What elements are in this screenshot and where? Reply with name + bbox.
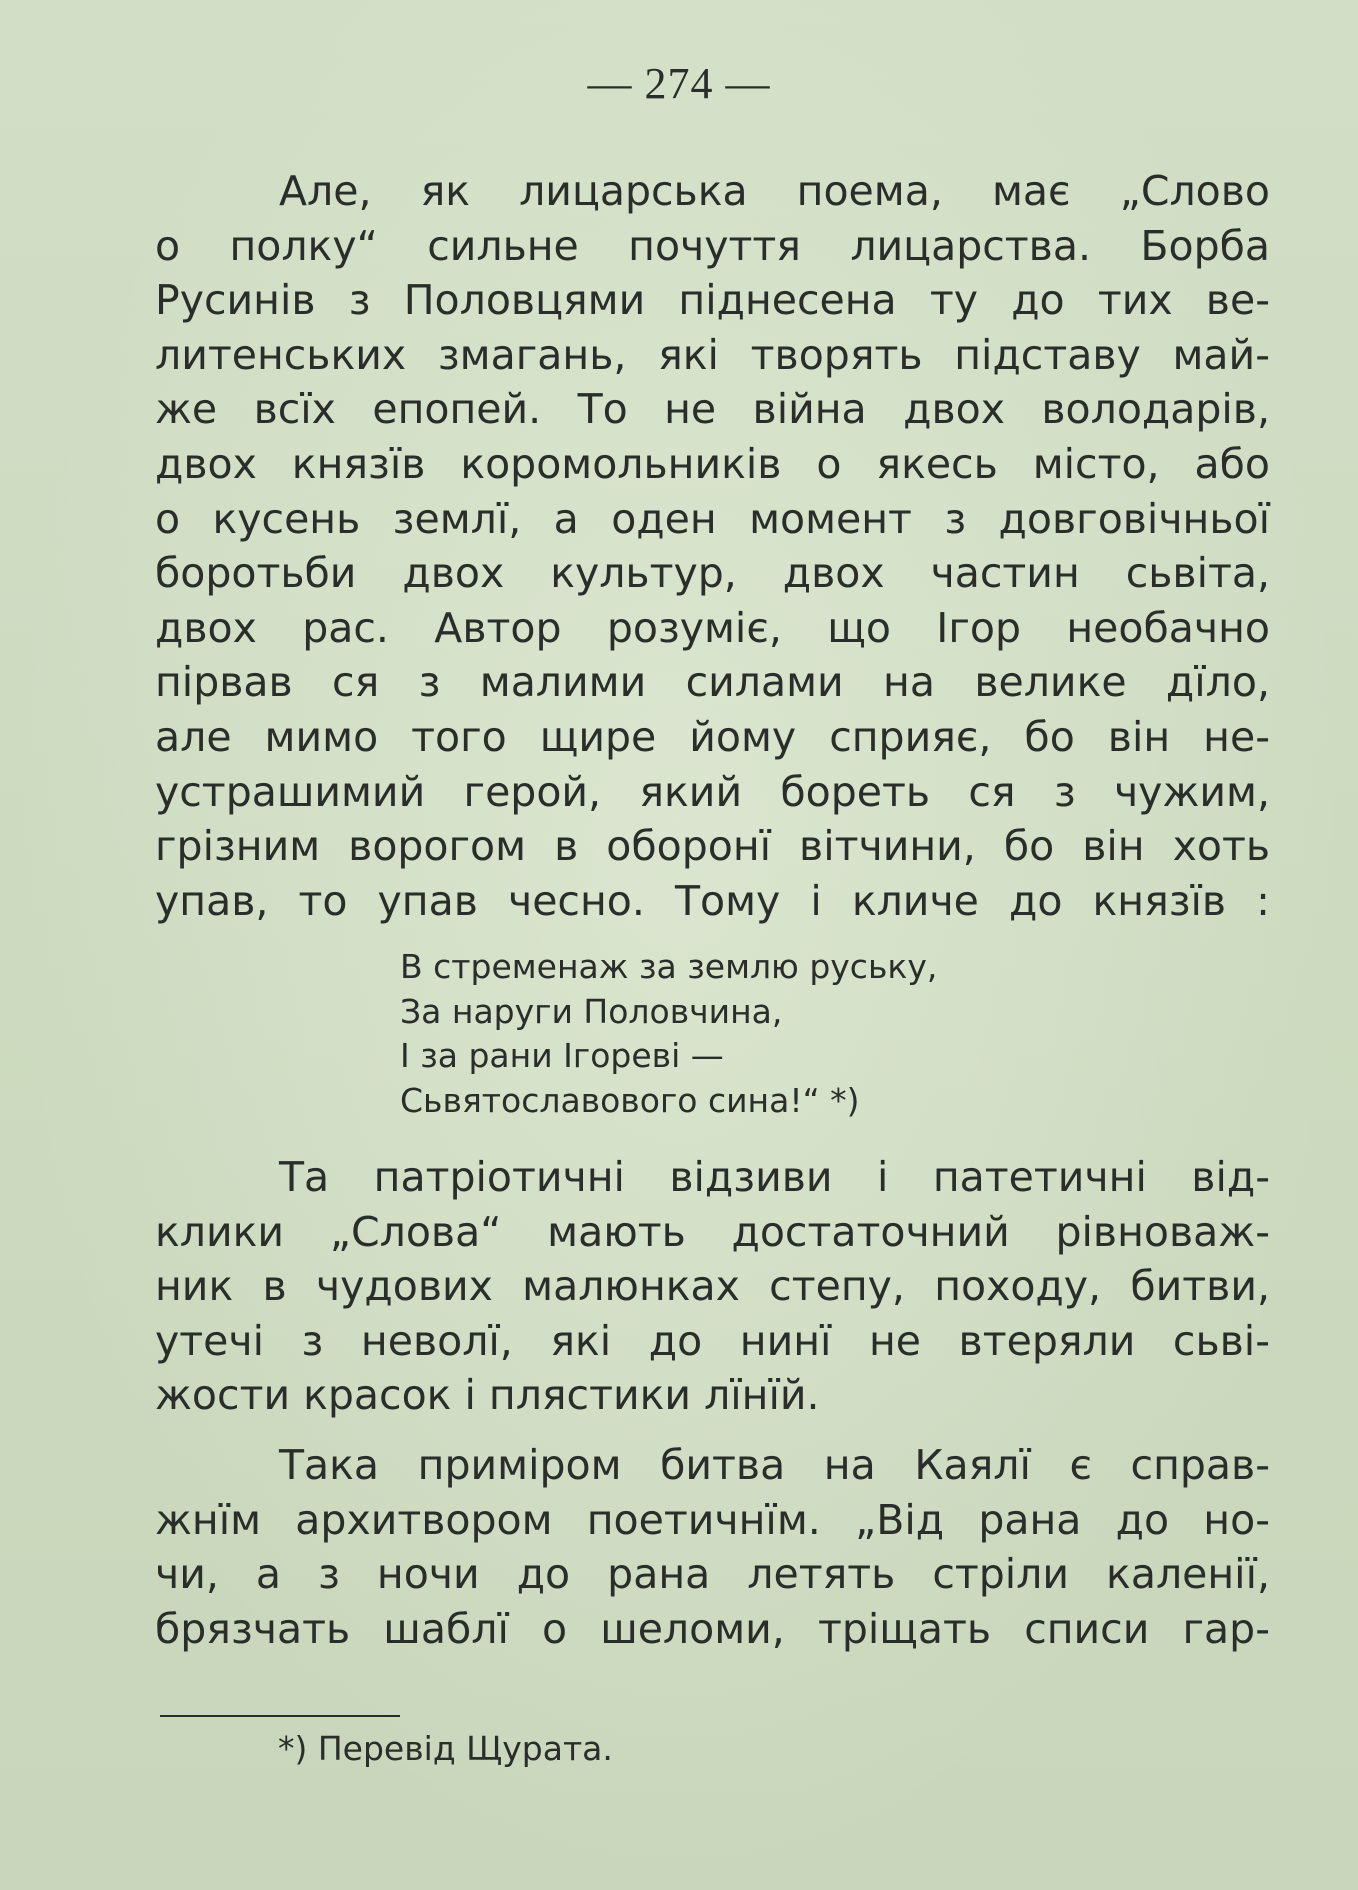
verse-line: За наруги Половчина, <box>400 991 783 1031</box>
text-line: але мимо того щире йому сприяє, бо він не- <box>155 712 1270 761</box>
paragraph-2 <box>155 1150 1270 1423</box>
text-line: ник в чудових малюнках степу, походу, битви, <box>155 1262 1270 1311</box>
footnote-divider <box>160 1715 400 1717</box>
text-line: о полку“ сильне почуття лицарства. Борба <box>155 221 1270 270</box>
text-line: боротьби двох культур, двох частин сьвіта, <box>155 549 1270 598</box>
text-line: двох рас. Автор розуміє, що Ігор необачно <box>155 603 1270 652</box>
verse-line: І за рани Ігореві — <box>400 1036 724 1075</box>
text-line: Але, як лицарська поема, має „Слово <box>279 167 1270 215</box>
text-line: жнїм архитвором поетичнїм. „Від рана до но- <box>155 1495 1270 1544</box>
text-line: же всїх епопей. То не війна двох володарів, <box>155 385 1270 434</box>
footnote: *) Перевід Щурата. <box>278 1729 613 1768</box>
text-line: брязчать шаблї о шеломи, тріщать списи гар- <box>155 1604 1270 1653</box>
text-line: грізним ворогом в оборонї вітчини, бо він хоть <box>155 822 1270 871</box>
verse-quote <box>400 945 937 1123</box>
text-line: литенських змагань, які творять підставу май- <box>155 330 1270 379</box>
text-line: двох князїв коромольників о якесь місто, або <box>155 439 1270 488</box>
text-line: упав, то упав чесно. Тому і кличе до князїв : <box>155 876 1270 925</box>
text-line: Така приміром битва на Каялї є справ- <box>279 1441 1270 1489</box>
text-line: о кусень землї, а оден момент з довговічньої <box>155 494 1270 543</box>
page-number: — 274 — <box>587 59 771 108</box>
text-line: жости красок і плястики лїнїй. <box>155 1371 820 1420</box>
paragraph-1 <box>155 164 1270 928</box>
text-line: устрашимий герой, який бореть ся з чужим, <box>155 767 1270 816</box>
text-line: утечі з неволї, які до нинї не втеряли сьві- <box>155 1316 1270 1365</box>
verse-line: Сьвятославового сина!“ *) <box>400 1080 860 1120</box>
text-line: клики „Слова“ мають достаточний рівноваж- <box>155 1207 1270 1256</box>
paragraph-3 <box>155 1438 1270 1656</box>
verse-line: В стременаж за землю руську, <box>400 947 938 986</box>
text-line: Русинів з Половцями піднесена ту до тих ве- <box>155 276 1270 325</box>
text-line: чи, а з ночи до рана летять стріли каленії, <box>155 1550 1270 1599</box>
text-line: пірвав ся з малими силами на велике дїло, <box>155 658 1270 707</box>
text-line: Та патріотичні відзиви і патетичні від- <box>279 1153 1270 1201</box>
